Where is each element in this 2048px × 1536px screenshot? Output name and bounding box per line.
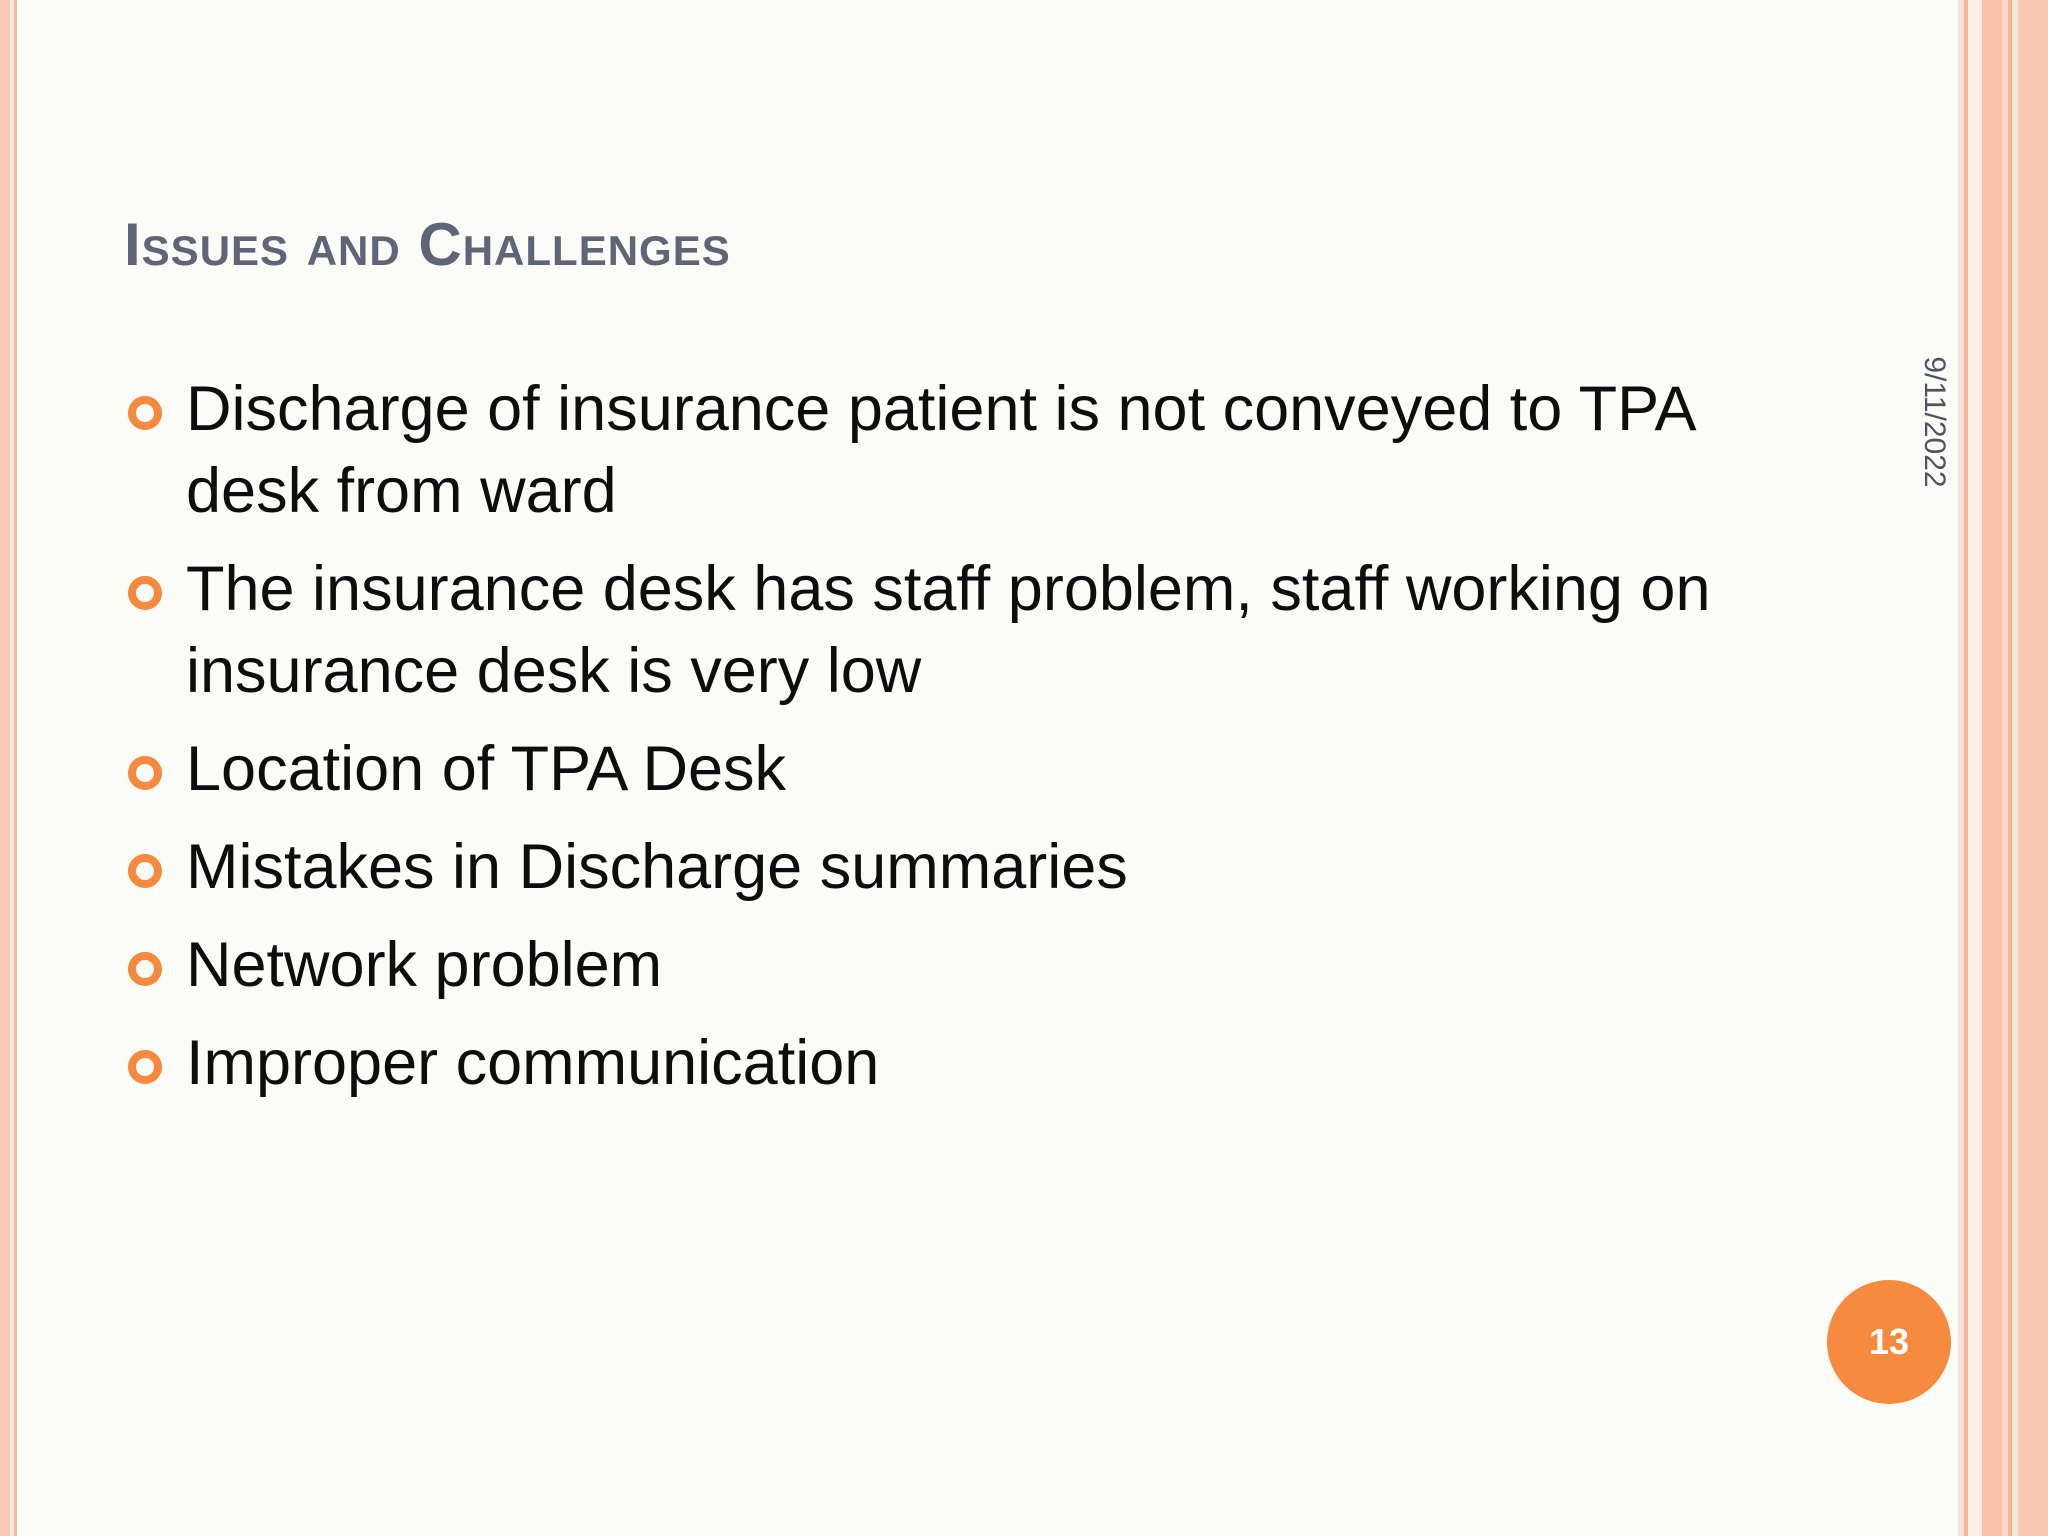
circle-bullet-icon [128, 952, 162, 986]
slide-title: Issues and Challenges [124, 211, 731, 278]
bullet-text: Improper communication [186, 1028, 880, 1098]
circle-bullet-icon [128, 576, 162, 610]
bullet-text: Mistakes in Discharge summaries [186, 832, 1128, 902]
bullet-text: Network problem [186, 930, 663, 1000]
circle-bullet-icon [128, 854, 162, 888]
bullet-text: Location of TPA Desk [186, 734, 787, 804]
bullet-text: The insurance desk has staff problem, staff working on insurance desk is very low [186, 554, 1711, 706]
list-item [124, 548, 1764, 712]
list-item [124, 924, 1764, 1006]
slide-number-badge [1827, 1280, 1951, 1404]
circle-bullet-icon [128, 756, 162, 790]
slide-date: 9/11/2022 [1918, 356, 1951, 488]
circle-bullet-icon [128, 396, 162, 430]
list-item [124, 728, 1764, 810]
bullet-list [124, 368, 1764, 1120]
list-item [124, 1022, 1764, 1104]
circle-bullet-icon [128, 1050, 162, 1084]
right-decorative-stripes [1958, 0, 2048, 1536]
list-item [124, 368, 1764, 532]
bullet-text: Discharge of insurance patient is not conveyed to TPA desk from ward [186, 374, 1694, 526]
left-decorative-border [0, 0, 24, 1536]
list-item [124, 826, 1764, 908]
slide-number-text: 13 [1868, 1321, 1910, 1362]
